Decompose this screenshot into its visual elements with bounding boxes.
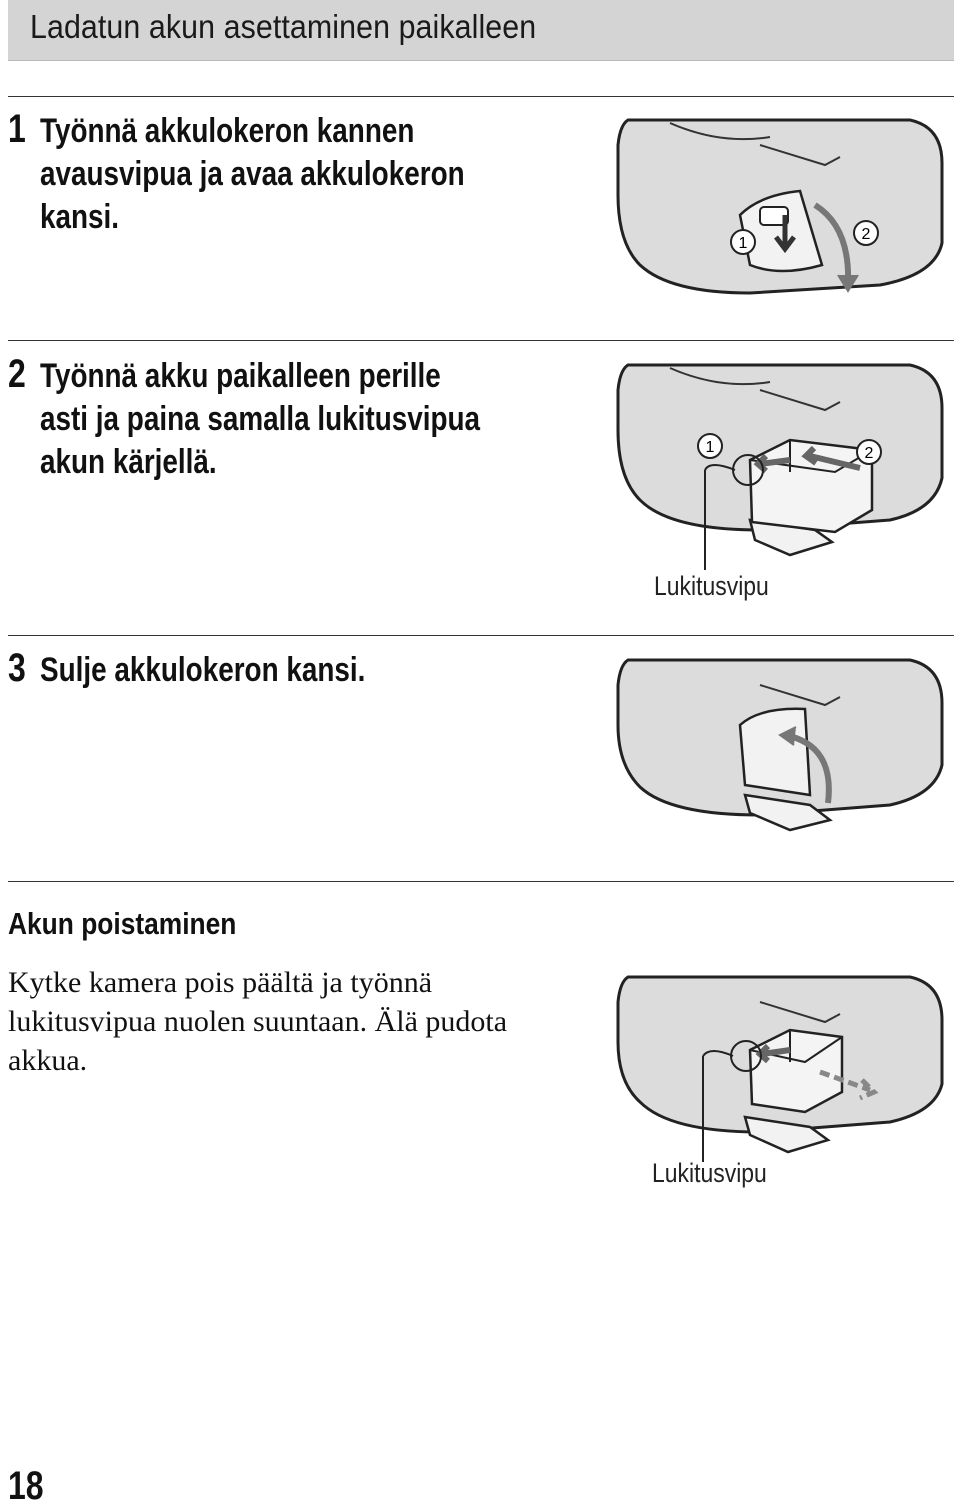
lock-lever-callout: Lukitusvipu [652,1158,767,1188]
svg-text:2: 2 [861,226,871,243]
marker-2-icon [857,440,881,464]
step-3-illustration [610,655,950,835]
step-1-number: 1 [8,107,26,151]
removal-section-title: Akun poistaminen [8,906,237,941]
divider [8,635,954,636]
marker-1-icon [698,434,722,458]
marker-1-icon [731,230,755,254]
page-number: 18 [8,1464,44,1508]
step-2-illustration [610,360,950,570]
step-3-text: Sulje akkulokeron kansi. [40,651,366,689]
step-1-text: Työnnä akkulokeron kannen avausvipua ja avaa akkulokeron kansi. [40,112,465,236]
step-2-number: 2 [8,352,26,396]
removal-instructions: Kytke kamera pois päältä ja työnnä lukitusvipua nuolen suuntaan. Älä pudota akkua. [8,966,508,1077]
step-3-number: 3 [8,646,26,690]
svg-text:1: 1 [738,235,748,252]
divider [8,96,954,97]
lock-lever-callout: Lukitusvipu [654,571,769,601]
svg-text:2: 2 [864,445,874,462]
step-2-text: Työnnä akku paikalleen perille asti ja paina samalla lukitusvipua akun kärjellä. [40,357,481,481]
removal-illustration [610,972,950,1162]
step-1-illustration [610,115,950,300]
page-title: Ladatun akun asettaminen paikalleen [30,8,537,45]
section-header-bar [8,0,954,61]
svg-text:1: 1 [705,439,715,456]
divider [8,881,954,882]
divider [8,340,954,341]
marker-2-icon [854,221,878,245]
